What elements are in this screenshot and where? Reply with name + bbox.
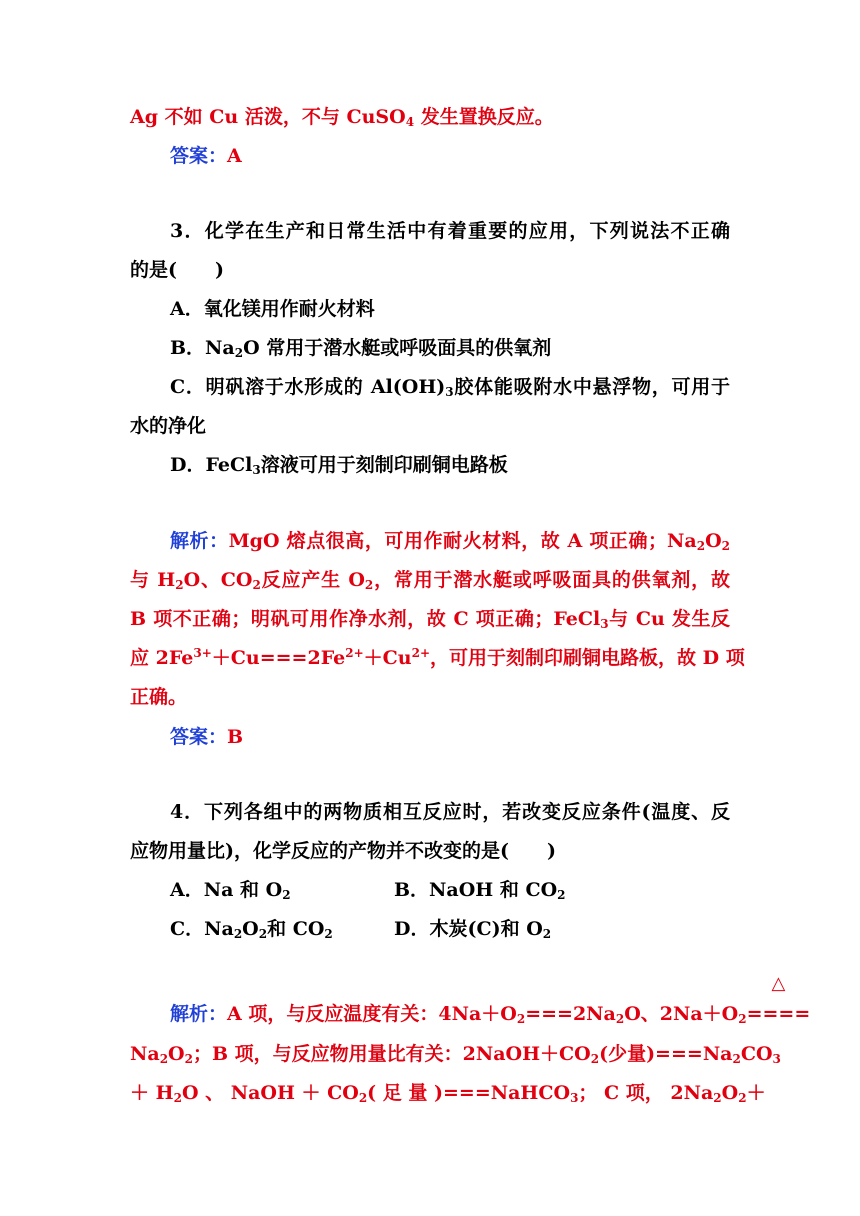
q3-stem: 3．化学在生产和日常生活中有着重要的应用，下列说法不正确: [170, 220, 730, 242]
answer-value: A: [227, 145, 242, 167]
q3-option-c-cont: 水的净化: [130, 415, 207, 437]
answer-value: B: [227, 726, 244, 748]
delta-symbol: △: [771, 973, 786, 994]
q3-analysis-line1: 解析：MgO 熔点很高，可用作耐火材料，故 A 项正确；$Na_2O_2$: [170, 530, 730, 553]
q3-analysis-line2: 与 $H_2O$、$CO_2$反应产生 $O_2$，常用于潜水艇或呼吸面具的供氧剂，故: [130, 569, 730, 592]
q3-option-a: A．氧化镁用作耐火材料: [170, 298, 375, 320]
q4-option-b: B．NaOH 和 $CO_2$: [394, 879, 566, 902]
q4-stem: 4．下列各组中的两物质相互反应时，若改变反应条件(温度、反: [170, 801, 730, 823]
answer-label: 答案：: [170, 145, 228, 167]
q2-analysis-end: Ag 不如 Cu 活泼，不与 CuSO$_4$ 发生置换反应。: [130, 106, 554, 129]
q2-answer: [170, 141, 730, 171]
q4-analysis-line1: 解析：A 项，与反应温度有关：$4Na+O_2===2Na_2O$、$2Na+O_2$ △ ====: [170, 999, 730, 1029]
analysis-label: 解析：: [170, 530, 229, 552]
analysis-label: 解析：: [170, 1003, 228, 1025]
q3-analysis-line5: 正确。: [130, 686, 188, 708]
q3-option-c: C．明矾溶于水形成的 $Al(OH)_3$胶体能吸附水中悬浮物，可用于: [170, 376, 730, 399]
q3-option-d: D．FeCl$_3$溶液可用于刻制印刷铜电路板: [170, 454, 508, 477]
q3-analysis-line3: B 项不正确；明矾可用作净水剂，故 C 项正确；FeCl$_3$与 Cu 发生反: [130, 608, 730, 631]
q4-option-a: A．Na 和 $O_2$: [170, 879, 291, 902]
q4-option-d: D．木炭(C)和 $O_2$: [394, 918, 552, 941]
q4-stem-cont: 应物用量比)，化学反应的产物并不改变的是( ): [130, 840, 556, 862]
q3-analysis-line4: 应 $2Fe^{3+}+Cu===2Fe^{2+}+Cu^{2+}$，可用于刻制印刷铜电路板，故 D 项: [130, 646, 745, 669]
answer-label: 答案：: [170, 726, 228, 748]
q4-options-row1: [170, 875, 730, 905]
q4-options-row2: [170, 914, 730, 944]
q4-analysis-line2: $Na_2O_2$；B 项，与反应物用量比有关：$2NaOH+CO_2$(少量)$===Na_2CO_3$: [130, 1043, 781, 1066]
q3-answer: [170, 722, 730, 752]
q3-option-b: B．$Na_2O$ 常用于潜水艇或呼吸面具的供氧剂: [170, 337, 552, 360]
q4-option-c: C．$Na_2O_2$和 $CO_2$: [170, 918, 333, 941]
q4-analysis-line3: ＋ $H_2O$ 、 NaOH ＋ $CO_2$( 足 量 )===NaHCO$_3$； C 项， $2Na_2O_2+$: [130, 1082, 766, 1105]
q3-stem-cont: 的是( ): [130, 259, 224, 281]
heating-condition: △ ====: [746, 973, 811, 1025]
